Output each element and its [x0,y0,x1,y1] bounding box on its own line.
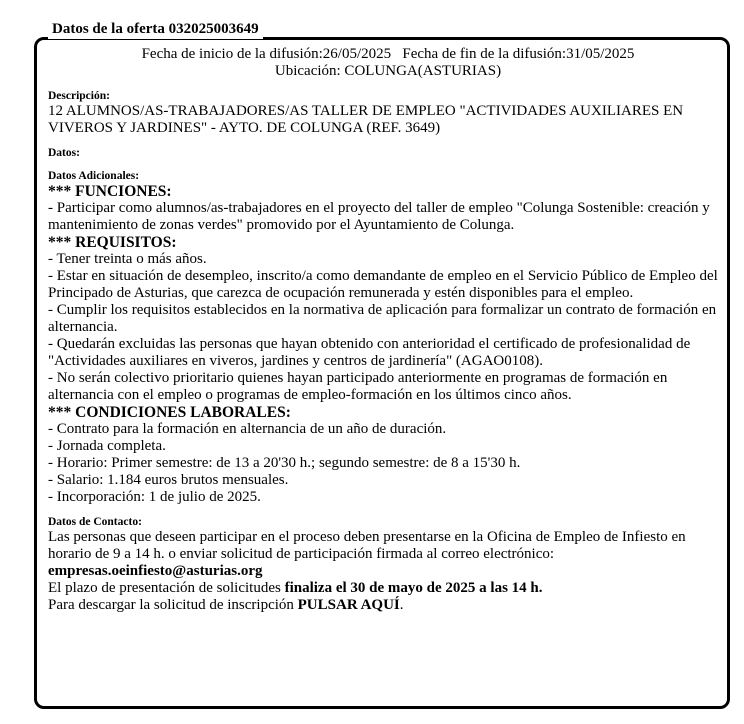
requisitos-title: *** REQUISITOS: [48,234,177,251]
download-line [48,597,728,614]
description-label: Descripción: [48,90,110,102]
offer-content [48,46,728,614]
requisitos-item: - Quedarán excluidas las personas que hayan obtenido con anterioridad el certificado de profesionalidad de "Actividades auxiliares en viveros, jardines y centros de jardinería" (AGAO0108). [48,336,691,369]
condiciones-item: - Contrato para la formación en alternancia de un año de duración. [48,421,447,437]
offer-title: Datos de la oferta 032025003649 [48,19,263,39]
additional-label: Datos Adicionales: [48,170,140,182]
location-line: Ubicación: COLUNGA(ASTURIAS) [274,63,502,79]
condiciones-item: - Incorporación: 1 de julio de 2025. [48,489,261,505]
requisitos-item: - No serán colectivo prioritario quienes hayan participado anteriormente en programas de formación en alternancia con el empleo o programas de empleo-formación en los últimos cinco años. [48,370,668,403]
condiciones-item: - Horario: Primer semestre: de 13 a 20'30 h.; segundo semestre: de 8 a 15'30 h. [48,455,521,471]
download-link[interactable]: PULSAR AQUÍ [297,597,400,613]
datos-label: Datos: [48,147,80,159]
contact-email[interactable]: empresas.oeinfiesto@asturias.org [48,563,263,579]
download-prefix: Para descargar la solicitud de inscripción [48,597,298,613]
contact-label: Datos de Contacto: [48,516,142,528]
download-suffix: . [399,597,404,613]
requisitos-item: - Tener treinta o más años. [48,251,207,267]
condiciones-item: - Jornada completa. [48,438,166,454]
description-text: 12 ALUMNOS/AS-TRABAJADORES/AS TALLER DE EMPLEO "ACTIVIDADES AUXILIARES EN VIVEROS Y JARDINES" - AYTO. DE COLUNGA (REF. 3649) [48,103,684,136]
condiciones-item: - Salario: 1.184 euros brutos mensuales. [48,472,289,488]
contact-text: Las personas que deseen participar en el proceso deben presentarse en la Oficina de Empleo de Infiesto en horario de 9 a 14 h. o enviar solicitud de participación firmada al correo electrónico: [48,529,686,562]
funciones-title: *** FUNCIONES: [48,183,172,200]
condiciones-title: *** CONDICIONES LABORALES: [48,404,291,421]
requisitos-item: - Cumplir los requisitos establecidos en la normativa de aplicación para formalizar un contrato de formación en alternancia. [48,302,717,335]
dates-line: Fecha de inicio de la difusión:26/05/2025 Fecha de fin de la difusión:31/05/2025 [141,46,635,62]
deadline-prefix: El plazo de presentación de solicitudes [48,580,285,596]
deadline-date: finaliza el 30 de mayo de 2025 a las 14 h. [284,580,543,596]
funciones-item: - Participar como alumnos/as-trabajadores en el proyecto del taller de empleo "Colunga Sostenible: creación y mantenimiento de zonas verdes" promovido por el Ayuntamiento de Colunga. [48,200,710,233]
deadline-line [48,580,728,597]
requisitos-item: - Estar en situación de desempleo, inscrito/a como demandante de empleo en el Servicio Público de Empleo del Principado de Asturias, que carezca de ocupación remunerada y estén disponibles para el empleo. [48,268,718,301]
